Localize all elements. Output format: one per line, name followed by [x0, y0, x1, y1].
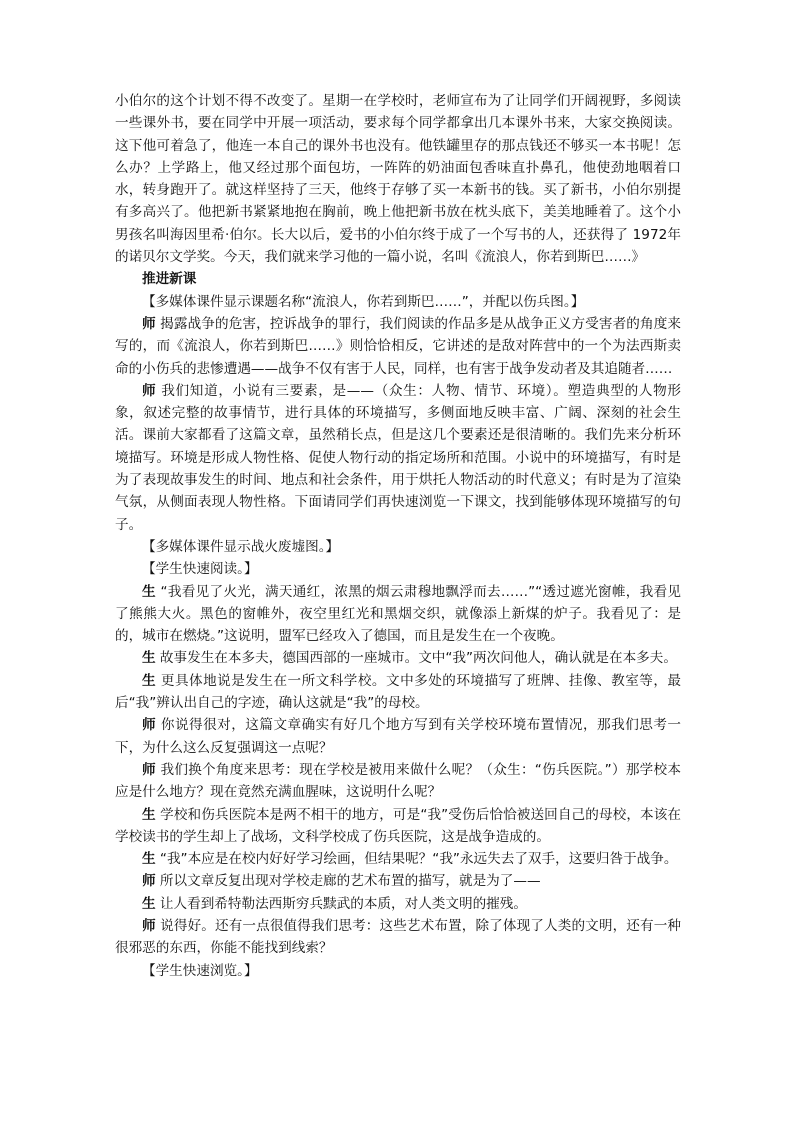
speaker-label: 师 [142, 917, 156, 934]
stage-direction: 【学生快速浏览。】 [142, 962, 258, 979]
dialogue-text: 揭露战争的危害，控诉战争的罪行，我们阅读的作品多是从战争正义方受害者的角度来写的，而《流浪人，你若到斯巴……》则恰恰相反，它讲述的是敌对阵营中的一个为法西斯卖命的小伤兵的悲惨遭遇——战争不仅有害于人民，同样，也有害于战争发动者及其追随者…… [115, 315, 681, 377]
dialogue-text: 我们换个角度来思考：现在学校是被用来做什么呢？（众生：“伤兵医院。”）那学校本应是什么地方？现在竟然充满血腥味，这说明什么呢？ [115, 761, 682, 801]
dialogue-text: 你说得很对，这篇文章确实有好几个地方写到有关学校环境布置情况，那我们思考一下，为什么这么反复强调这一点呢？ [115, 717, 681, 756]
speaker-label: 生 [142, 895, 156, 912]
dialogue-paragraph [115, 581, 681, 648]
speaker-label: 生 [142, 851, 156, 868]
speaker-label: 生 [142, 806, 156, 823]
section-heading: 推进新课 [142, 271, 197, 288]
dialogue-paragraph [115, 380, 681, 536]
stage-direction: 【多媒体课件显示课题名称“流浪人，你若到斯巴……”，并配以伤兵图。】 [142, 293, 585, 310]
dialogue-paragraph [115, 647, 681, 669]
dialogue-paragraph [115, 870, 681, 892]
dialogue-text: 故事发生在本多夫，德国西部的一座城市。文中“我”两次问他人，确认就是在本多夫。 [155, 650, 677, 667]
dialogue-paragraph [115, 915, 681, 960]
speaker-label: 生 [142, 672, 157, 689]
speaker-label: 师 [142, 873, 156, 890]
dialogue-text: 我们知道，小说有三要素，是——（众生：人物、情节、环境）。塑造典型的人物形象，叙述完整的故事情节，进行具体的环境描写，多侧面地反映丰富、广阔、深刻的社会生活。课前大家都看了这篇文章，虽然稍长点，但是这几个要素还是很清晰的。我们先来分析环境描写。环境是形成人物性格、促使人物行动的指定场所和范围。小说中的环境描写，有时是为了表现故事发生的时间、地点和社会条件，用于烘托人物活动的时代意义；有时是为了渲染气氛，从侧面表现人物性格。下面请同学们再快速浏览一下课文，找到能够体现环境描写的句子。 [115, 382, 682, 533]
speaker-label: 生 [142, 650, 156, 667]
dialogue-paragraph [115, 893, 681, 915]
dialogue-paragraph [115, 759, 681, 804]
stage-direction: 【学生快速阅读。】 [142, 561, 258, 578]
paragraph-intro: 小伯尔的这个计划不得不改变了。星期一在学校时，老师宣布为了让同学们开阔视野，多阅读一些课外书，要在同学中开展一项活动，要求每个同学都拿出几本课外书来，大家交换阅读。这下他可着急了，他连一本自己的课外书也没有。他铁罐里存的那点钱还不够买一本书呢！怎么办？上学路上，他又经过那个面包坊，一阵阵的奶油面包香味直扑鼻孔，他使劲地咽着口水，转身跑开了。就这样坚持了三天，他终于存够了买一本新书的钱。买了新书，小伯尔别提有多高兴了。他把新书紧紧地抱在胸前，晚上他把新书放在枕头底下，美美地睡着了。这个小男孩名叫海因里希·伯尔。长大以后，爱书的小伯尔终于成了一个写书的人，还获得了 1972年的诺贝尔文学奖。今天，我们就来学习他的一篇小说，名叫《流浪人，你若到斯巴……》 [115, 93, 681, 266]
speaker-label: 师 [142, 315, 156, 332]
dialogue-text: 说得好。还有一点很值得我们思考：这些艺术布置，除了体现了人类的文明，还有一种很邪恶的东西，你能不能找到线索？ [115, 917, 681, 957]
speaker-label: 师 [142, 717, 157, 734]
dialogue-text: “我”本应是在校内好好学习绘画，但结果呢？“我”永远失去了双手，这要归咎于战争。 [155, 851, 678, 868]
stage-direction: 【多媒体课件显示战火废墟图。】 [142, 538, 340, 555]
dialogue-paragraph [115, 714, 681, 759]
speaker-label: 生 [142, 583, 156, 600]
speaker-label: 师 [142, 761, 156, 778]
dialogue-paragraph [115, 848, 681, 870]
dialogue-text: 让人看到希特勒法西斯穷兵黩武的本质，对人类文明的摧残。 [155, 895, 527, 912]
dialogue-text: 更具体地说是发生在一所文科学校。文中多处的环境描写了班牌、挂像、教室等，最后“我”辨认出自己的字迹，确认这就是“我”的母校。 [115, 672, 681, 712]
document-body [115, 90, 681, 982]
dialogue-paragraph [115, 804, 681, 849]
speaker-label: 师 [142, 382, 157, 399]
dialogue-text: 所以文章反复出现对学校走廊的艺术布置的描写，就是为了—— [155, 873, 541, 890]
dialogue-paragraph [115, 313, 681, 380]
dialogue-paragraph [115, 670, 681, 715]
dialogue-text: “我看见了火光，满天通红，浓黑的烟云肃穆地飘浮而去……”“透过遮光窗帷，我看见了熊熊大火。黑色的窗帷外，夜空里红光和黑烟交织，就像添上新煤的炉子。我看见了：是的，城市在燃烧。”这说明，盟军已经攻入了德国，而且是发生在一个夜晚。 [115, 583, 682, 645]
dialogue-text: 学校和伤兵医院本是两不相干的地方，可是“我”受伤后恰恰被送回自己的母校，本该在学校读书的学生却上了战场，文科学校成了伤兵医院，这是战争造成的。 [115, 806, 682, 845]
